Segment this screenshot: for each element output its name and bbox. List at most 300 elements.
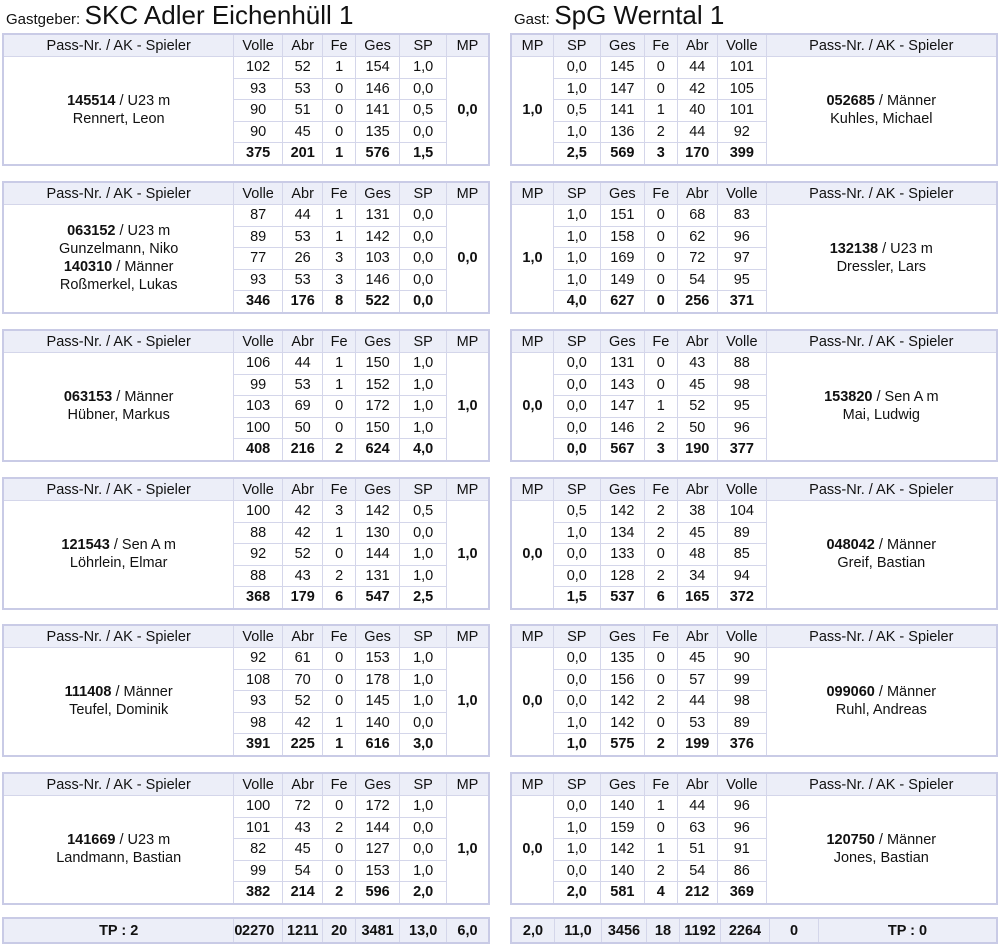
host-volle-cell: 82	[234, 839, 283, 861]
player-pass-line	[767, 683, 996, 701]
player-age-class: / U23 m	[878, 241, 933, 258]
header-fe: Fe	[323, 330, 355, 353]
player-pass-number: 132138	[829, 241, 879, 258]
host-ges-cell: 152	[355, 374, 400, 396]
player-pass-line	[767, 388, 996, 406]
guest-volle-cell: 371	[718, 291, 767, 313]
guest-fe-cell: 2	[645, 565, 677, 587]
guest-ges-cell: 569	[600, 143, 645, 165]
header-player: Pass-Nr. / AK - Spieler	[3, 478, 234, 501]
guest-footer-abr: 1192	[680, 918, 721, 943]
host-ges-cell: 596	[355, 882, 400, 904]
guest-fe-cell: 0	[645, 269, 677, 291]
guest-volle-cell: 99	[718, 669, 767, 691]
header-mp: MP	[511, 34, 554, 57]
host-fe-cell: 3	[323, 248, 355, 270]
host-abr-cell: 52	[282, 691, 323, 713]
host-fe-cell: 0	[323, 78, 355, 100]
guest-fe-cell: 0	[645, 712, 677, 734]
host-fe-cell: 2	[323, 817, 355, 839]
header-sp: SP	[400, 330, 447, 353]
player-age-class: / Männer	[874, 93, 937, 110]
header-volle: Volle	[234, 773, 283, 796]
guest-player-cell	[766, 501, 997, 609]
guest-abr-cell: 170	[677, 143, 718, 165]
header-player: Pass-Nr. / AK - Spieler	[3, 773, 234, 796]
host-volle-cell: 92	[234, 544, 283, 566]
guest-sp-cell: 1,0	[554, 121, 601, 143]
guest-volle-cell: 101	[718, 100, 767, 122]
host-throw-row	[3, 57, 489, 79]
guest-ges-cell: 627	[600, 291, 645, 313]
header-ges: Ges	[355, 773, 400, 796]
guest-throw-row	[511, 353, 997, 375]
header-sp: SP	[554, 773, 601, 796]
player-pass-number: 145514	[67, 93, 116, 110]
guest-volle-cell: 96	[718, 417, 767, 439]
header-mp: MP	[511, 625, 554, 648]
host-ges-cell: 144	[355, 817, 400, 839]
guest-abr-cell: 45	[677, 374, 718, 396]
host-fe-cell: 0	[323, 417, 355, 439]
header-fe: Fe	[323, 625, 355, 648]
host-abr-cell: 54	[282, 860, 323, 882]
guest-volle-cell: 98	[718, 691, 767, 713]
guest-match-block	[510, 624, 998, 757]
guest-sp-cell: 0,0	[554, 860, 601, 882]
host-abr-cell: 45	[282, 121, 323, 143]
host-ges-cell: 154	[355, 57, 400, 79]
player-pass-number: 048042	[826, 537, 875, 554]
guest-sp-cell: 0,0	[554, 648, 601, 670]
guest-fe-cell: 0	[645, 205, 677, 227]
guest-abr-cell: 72	[677, 248, 718, 270]
header-abr: Abr	[282, 773, 323, 796]
guest-sp-cell: 1,0	[554, 712, 601, 734]
guest-volle-cell: 89	[718, 712, 767, 734]
guest-volle-cell: 96	[718, 817, 767, 839]
host-sp-cell: 0,0	[400, 269, 447, 291]
header-sp: SP	[554, 182, 601, 205]
host-abr-cell: 179	[282, 587, 323, 609]
host-ges-cell: 624	[355, 439, 400, 461]
guest-abr-cell: 50	[677, 417, 718, 439]
guest-footer-fe: 18	[647, 918, 680, 943]
host-volle-cell: 92	[234, 648, 283, 670]
guest-ges-cell: 136	[600, 121, 645, 143]
host-fe-cell: 2	[323, 882, 355, 904]
player-age-class: / U23 m	[115, 93, 171, 110]
guest-volle-cell: 97	[718, 248, 767, 270]
guest-ges-cell: 133	[600, 544, 645, 566]
guest-volle-cell: 88	[718, 353, 767, 375]
header-fe: Fe	[323, 182, 355, 205]
guest-sp-cell: 0,0	[554, 544, 601, 566]
host-player-cell	[3, 501, 234, 609]
host-ges-cell: 145	[355, 691, 400, 713]
host-volle-cell: 100	[234, 417, 283, 439]
guest-fe-cell: 3	[645, 143, 677, 165]
guest-fe-cell: 0	[645, 817, 677, 839]
guest-mp-cell: 1,0	[511, 57, 554, 165]
guest-player-cell	[766, 57, 997, 165]
header-player: Pass-Nr. / AK - Spieler	[766, 330, 997, 353]
header-ges: Ges	[355, 478, 400, 501]
host-sp-cell: 1,0	[400, 860, 447, 882]
host-abr-cell: 176	[282, 291, 323, 313]
host-fe-cell: 1	[323, 374, 355, 396]
guest-abr-cell: 44	[677, 57, 718, 79]
guest-ges-cell: 159	[600, 817, 645, 839]
header-player: Pass-Nr. / AK - Spieler	[766, 34, 997, 57]
guest-ges-cell: 169	[600, 248, 645, 270]
guest-header-row	[511, 625, 997, 648]
host-volle-cell: 90	[234, 121, 283, 143]
host-fe-cell: 0	[323, 544, 355, 566]
guest-mp-cell: 0,0	[511, 353, 554, 461]
host-volle-cell: 391	[234, 734, 283, 756]
host-header-row	[3, 34, 489, 57]
player-pass-line	[4, 536, 233, 554]
host-sp-cell: 0,0	[400, 817, 447, 839]
host-ges-cell: 103	[355, 248, 400, 270]
header-sp: SP	[400, 182, 447, 205]
header-sp: SP	[400, 773, 447, 796]
header-sp: SP	[554, 330, 601, 353]
player-pass-line	[4, 222, 233, 240]
guest-ges-cell: 142	[600, 691, 645, 713]
host-ges-cell: 140	[355, 712, 400, 734]
guest-abr-cell: 63	[677, 817, 718, 839]
guest-fe-cell: 1	[645, 100, 677, 122]
host-ges-cell: 616	[355, 734, 400, 756]
player-pass-number: 111408	[64, 684, 112, 701]
header-fe: Fe	[645, 34, 677, 57]
header-sp: SP	[554, 34, 601, 57]
header-volle: Volle	[718, 34, 767, 57]
guest-mp-cell: 0,0	[511, 648, 554, 756]
player-name: Gunzelmann, Niko	[59, 241, 179, 258]
host-throw-row	[3, 648, 489, 670]
host-fe-cell: 6	[323, 587, 355, 609]
host-sp-cell: 0,5	[400, 100, 447, 122]
header-player: Pass-Nr. / AK - Spieler	[766, 478, 997, 501]
host-fe-cell: 0	[323, 121, 355, 143]
host-ges-cell: 178	[355, 669, 400, 691]
player-pass-line	[4, 92, 233, 110]
host-ges-cell: 127	[355, 839, 400, 861]
host-sp-cell: 1,0	[400, 353, 447, 375]
guest-ges-cell: 151	[600, 205, 645, 227]
host-ges-cell: 130	[355, 522, 400, 544]
header-abr: Abr	[677, 34, 718, 57]
host-abr-cell: 216	[282, 439, 323, 461]
host-sp-cell: 1,0	[400, 648, 447, 670]
player-pass-number: 121543	[61, 537, 110, 554]
host-ges-cell: 150	[355, 353, 400, 375]
guest-throw-row	[511, 648, 997, 670]
header-ges: Ges	[600, 34, 645, 57]
header-fe: Fe	[645, 773, 677, 796]
host-fe-cell: 1	[323, 226, 355, 248]
guest-sp-cell: 1,0	[554, 226, 601, 248]
guest-volle-cell: 83	[718, 205, 767, 227]
guest-match-block	[510, 329, 998, 462]
host-volle-cell: 98	[234, 712, 283, 734]
host-abr-cell: 53	[282, 269, 323, 291]
guest-ges-cell: 147	[600, 78, 645, 100]
host-throw-row	[3, 796, 489, 818]
guest-abr-cell: 54	[677, 860, 718, 882]
host-volle-cell: 368	[234, 587, 283, 609]
host-fe-cell: 0	[323, 860, 355, 882]
guest-sp-cell: 0,0	[554, 439, 601, 461]
header-ges: Ges	[355, 625, 400, 648]
header-mp: MP	[446, 478, 489, 501]
host-sp-cell: 0,0	[400, 121, 447, 143]
host-fe-cell: 0	[323, 396, 355, 418]
guest-throw-row	[511, 796, 997, 818]
host-ges-cell: 172	[355, 796, 400, 818]
guest-abr-cell: 199	[677, 734, 718, 756]
host-match-block	[2, 33, 490, 166]
guest-header-row	[511, 478, 997, 501]
host-team-title	[6, 0, 354, 32]
host-fe-cell: 0	[323, 100, 355, 122]
host-player-cell	[3, 57, 234, 165]
header-mp: MP	[446, 773, 489, 796]
guest-volle-cell: 98	[718, 374, 767, 396]
guest-ges-cell: 156	[600, 669, 645, 691]
guest-player-cell	[766, 648, 997, 756]
guest-totals-footer	[510, 917, 998, 944]
header-sp: SP	[554, 625, 601, 648]
player-pass-line	[4, 831, 233, 849]
host-sp-cell: 1,0	[400, 796, 447, 818]
guest-ges-cell: 141	[600, 100, 645, 122]
guest-sp-cell: 1,0	[554, 839, 601, 861]
host-fe-cell: 0	[323, 796, 355, 818]
guest-volle-cell: 89	[718, 522, 767, 544]
player-name: Greif, Bastian	[837, 555, 926, 572]
guest-team-name: SpG Werntal 1	[554, 0, 725, 30]
host-fe-cell: 2	[323, 565, 355, 587]
host-abr-cell: 44	[282, 353, 323, 375]
host-abr-cell: 42	[282, 501, 323, 523]
host-volle-cell: 102	[234, 57, 283, 79]
guest-footer-cell: 0	[770, 918, 819, 943]
host-sp-cell: 0,5	[400, 501, 447, 523]
guest-ges-cell: 135	[600, 648, 645, 670]
guest-ges-cell: 575	[600, 734, 645, 756]
host-volle-cell: 100	[234, 501, 283, 523]
guest-team-title	[514, 0, 724, 32]
guest-sp-cell: 4,0	[554, 291, 601, 313]
guest-sp-cell: 0,0	[554, 374, 601, 396]
header-ges: Ges	[600, 773, 645, 796]
guest-fe-cell: 0	[645, 648, 677, 670]
header-abr: Abr	[677, 330, 718, 353]
host-abr-cell: 52	[282, 544, 323, 566]
guest-volle-cell: 372	[718, 587, 767, 609]
guest-fe-cell: 3	[645, 439, 677, 461]
guest-volle-cell: 369	[718, 882, 767, 904]
host-abr-cell: 53	[282, 374, 323, 396]
host-ges-cell: 153	[355, 860, 400, 882]
host-throw-row	[3, 353, 489, 375]
host-volle-cell: 99	[234, 374, 283, 396]
host-header-row	[3, 625, 489, 648]
guest-volle-cell: 95	[718, 396, 767, 418]
player-name: Ruhl, Andreas	[835, 702, 927, 719]
host-ges-cell: 522	[355, 291, 400, 313]
guest-volle-cell: 376	[718, 734, 767, 756]
host-volle-cell: 93	[234, 691, 283, 713]
host-player-cell	[3, 353, 234, 461]
guest-abr-cell: 44	[677, 796, 718, 818]
guest-abr-cell: 45	[677, 522, 718, 544]
guest-ges-cell: 581	[600, 882, 645, 904]
host-player-cell	[3, 205, 234, 313]
header-abr: Abr	[282, 478, 323, 501]
guest-fe-cell: 2	[645, 121, 677, 143]
guest-footer-tp: TP : 0	[819, 918, 998, 943]
host-ges-cell: 576	[355, 143, 400, 165]
guest-footer-ges: 3456	[602, 918, 647, 943]
host-totals-footer	[2, 917, 490, 944]
header-fe: Fe	[645, 625, 677, 648]
header-abr: Abr	[282, 330, 323, 353]
guest-volle-cell: 105	[718, 78, 767, 100]
guest-abr-cell: 38	[677, 501, 718, 523]
player-pass-line	[767, 240, 996, 258]
guest-abr-cell: 43	[677, 353, 718, 375]
host-abr-cell: 42	[282, 522, 323, 544]
guest-fe-cell: 4	[645, 882, 677, 904]
guest-volle-cell: 95	[718, 269, 767, 291]
guest-volle-cell: 92	[718, 121, 767, 143]
host-volle-cell: 382	[234, 882, 283, 904]
player-pass-line	[767, 92, 996, 110]
player-pass-number: 052685	[826, 93, 875, 110]
player-name: Hübner, Markus	[67, 407, 170, 424]
player-pass-number: 153820	[824, 389, 873, 406]
header-fe: Fe	[645, 478, 677, 501]
host-abr-cell: 51	[282, 100, 323, 122]
guest-abr-cell: 190	[677, 439, 718, 461]
player-pass-number: 140310	[63, 259, 113, 276]
guest-abr-cell: 52	[677, 396, 718, 418]
host-header-row	[3, 478, 489, 501]
player-age-class: / U23 m	[115, 832, 171, 849]
guest-volle-cell: 96	[718, 796, 767, 818]
header-ges: Ges	[355, 182, 400, 205]
host-abr-cell: 225	[282, 734, 323, 756]
guest-sp-cell: 1,0	[554, 817, 601, 839]
host-ges-cell: 150	[355, 417, 400, 439]
guest-mp-cell: 1,0	[511, 205, 554, 313]
player-pass-number: 099060	[826, 684, 875, 701]
host-ges-cell: 172	[355, 396, 400, 418]
header-abr: Abr	[677, 478, 718, 501]
player-name: Mai, Ludwig	[842, 407, 920, 424]
guest-player-cell	[766, 205, 997, 313]
host-sp-cell: 1,0	[400, 374, 447, 396]
header-sp: SP	[554, 478, 601, 501]
guest-fe-cell: 2	[645, 501, 677, 523]
host-fe-cell: 1	[323, 353, 355, 375]
guest-volle-cell: 94	[718, 565, 767, 587]
header-ges: Ges	[600, 625, 645, 648]
host-footer-abr: 1211	[282, 918, 323, 943]
header-fe: Fe	[323, 34, 355, 57]
guest-abr-cell: 256	[677, 291, 718, 313]
header-ges: Ges	[355, 34, 400, 57]
guest-sp-cell: 0,0	[554, 669, 601, 691]
host-player-cell	[3, 648, 234, 756]
host-match-block	[2, 772, 490, 905]
host-throw-row	[3, 205, 489, 227]
header-abr: Abr	[677, 773, 718, 796]
guest-fe-cell: 0	[645, 374, 677, 396]
host-fe-cell: 0	[323, 669, 355, 691]
host-footer-mp: 6,0	[446, 918, 489, 943]
host-ges-cell: 144	[355, 544, 400, 566]
host-abr-cell: 53	[282, 78, 323, 100]
host-header-row	[3, 182, 489, 205]
guest-ges-cell: 146	[600, 417, 645, 439]
host-ges-cell: 146	[355, 269, 400, 291]
guest-throw-row	[511, 501, 997, 523]
guest-sp-cell: 1,5	[554, 587, 601, 609]
player-age-class: / Männer	[874, 537, 937, 554]
host-volle-cell: 90	[234, 100, 283, 122]
header-abr: Abr	[282, 625, 323, 648]
host-volle-cell: 88	[234, 565, 283, 587]
host-sp-cell: 2,5	[400, 587, 447, 609]
header-volle: Volle	[718, 330, 767, 353]
guest-footer-sp: 11,0	[555, 918, 602, 943]
player-name: Teufel, Dominik	[69, 702, 169, 719]
header-fe: Fe	[645, 182, 677, 205]
header-ges: Ges	[355, 330, 400, 353]
header-volle: Volle	[718, 182, 767, 205]
host-sp-cell: 1,0	[400, 417, 447, 439]
guest-header-row	[511, 182, 997, 205]
header-volle: Volle	[234, 182, 283, 205]
host-fe-cell: 8	[323, 291, 355, 313]
player-name: Kuhles, Michael	[830, 111, 933, 128]
header-volle: Volle	[718, 773, 767, 796]
host-sp-cell: 1,5	[400, 143, 447, 165]
guest-fe-cell: 0	[645, 248, 677, 270]
guest-fe-cell: 0	[645, 544, 677, 566]
host-sp-cell: 0,0	[400, 839, 447, 861]
guest-volle-cell: 96	[718, 226, 767, 248]
guest-volle-cell: 377	[718, 439, 767, 461]
host-volle-cell: 99	[234, 860, 283, 882]
host-abr-cell: 214	[282, 882, 323, 904]
host-volle-cell: 108	[234, 669, 283, 691]
host-sp-cell: 3,0	[400, 734, 447, 756]
host-sp-cell: 0,0	[400, 226, 447, 248]
host-abr-cell: 26	[282, 248, 323, 270]
host-abr-cell: 53	[282, 226, 323, 248]
host-match-block	[2, 624, 490, 757]
host-footer-ges: 3481	[355, 918, 400, 943]
guest-volle-cell: 399	[718, 143, 767, 165]
header-volle: Volle	[718, 478, 767, 501]
